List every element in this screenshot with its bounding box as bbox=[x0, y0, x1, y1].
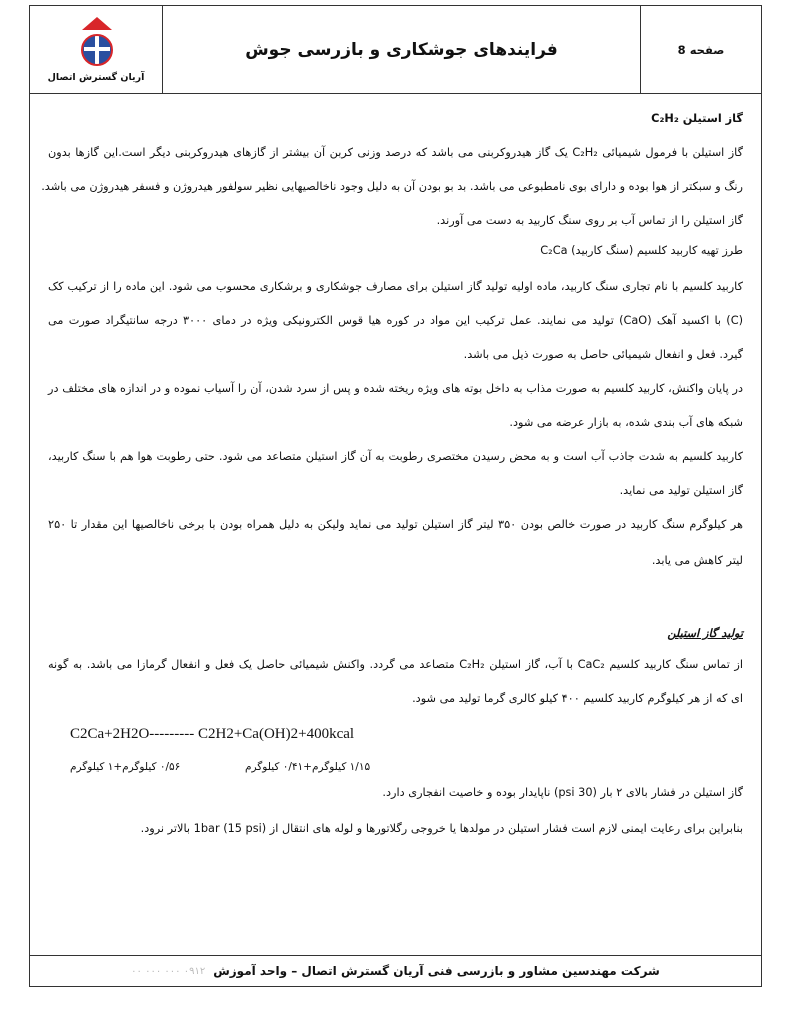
paragraph-line: لیتر کاهش می یابد. bbox=[651, 554, 743, 567]
page-frame bbox=[29, 5, 762, 987]
company-logo-icon bbox=[80, 16, 114, 68]
paragraph-line: کاربید کلسیم با نام تجاری سنگ کاربید، ماده اولیه تولید گاز استیلن برای مصارف جوشکاری و برشکاری محسوب می شود. این ماده را از ترکیب کک bbox=[48, 280, 743, 293]
page-header bbox=[30, 6, 761, 94]
section-heading-acetylene: گاز استیلن C₂H₂ bbox=[651, 112, 743, 125]
paragraph-line: گیرد. فعل و انفعال شیمیائی حاصل به صورت ذیل می باشد. bbox=[463, 348, 743, 361]
paragraph-line: در پایان واکنش، کاربید کلسیم به صورت مذاب به داخل بوته های ویژه ریخته شده و پس از سرد شدن، آن را آسیاب نموده و در اندازه های مختلف در bbox=[48, 382, 743, 395]
paragraph-line: گاز استیلن را از تماس آب بر روی سنگ کاربید به دست می آورند. bbox=[436, 214, 743, 227]
weight-label-left: ۱/۱۵ کیلوگرم+۰/۴۱ کیلوگرم bbox=[245, 761, 371, 773]
paragraph-line: رنگ و سبکتر از هوا بوده و دارای بوی نامطبوعی می باشد. بد بو بودن آن به دلیل وجود ناخالصیهایی نظیر سولفور هیدروژن و فسفر هیدروژن می باشد. bbox=[41, 180, 743, 193]
paragraph-line: هر کیلوگرم سنگ کاربید در صورت خالص بودن ۳۵۰ لیتر گاز استیلن تولید می نماید ولیکن به دلیل همراه بودن با برخی ناخالصیها این مقدار تا ۲۵۰ bbox=[48, 518, 743, 531]
paragraph-line: کاربید کلسیم به شدت جاذب آب است و به محض رسیدن مختصری رطوبت به آن گاز استیلن متصاعد می شود. حتی رطوبت هوا هم با سنگ کاربید، bbox=[48, 450, 743, 463]
logo-cell bbox=[30, 6, 163, 93]
paragraph-line: از تماس سنگ کاربید کلسیم CaC₂ با آب، گاز استیلن C₂H₂ متصاعد می گردد. واکنش شیمیائی حاصل یک فعل و انفعال گرمازا می باشد. به گونه bbox=[48, 658, 743, 671]
page-footer bbox=[30, 955, 761, 986]
section-heading-production: تولید گاز استیلن bbox=[667, 627, 743, 640]
page-number: صفحه 8 bbox=[677, 42, 725, 57]
paragraph-line: بنابراین برای رعایت ایمنی لازم است فشار استیلن در مولدها یا خروجی رگلاتورها و لوله های انتقال از 1bar (15 psi) بالاتر نرود. bbox=[140, 822, 743, 835]
company-name: آریان گسترش اتصال bbox=[47, 72, 145, 83]
footer-text: شرکت مهندسین مشاور و بازرسی فنی آریان گسترش اتصال – واحد آموزش bbox=[213, 964, 660, 978]
document-title: فرایندهای جوشکاری و بازرسی جوش bbox=[163, 6, 641, 93]
paragraph-line: (C) با اکسید آهک (CaO) تولید می نمایند. عمل ترکیب این مواد در کوره هیا قوس الکترونیکی ویژه در دمای ۳۰۰۰ درجه سانتیگراد صورت می bbox=[48, 314, 743, 327]
paragraph-line: گاز استیلن تولید می نماید. bbox=[619, 484, 743, 497]
weight-label-right: ۰/۵۶ کیلوگرم+۱ کیلوگرم bbox=[70, 761, 181, 773]
paragraph-line: گاز استیلن با فرمول شیمیائی C₂H₂ یک گاز هیدروکربنی می باشد که درصد وزنی کربن آن بیشتر از گازهای هیدروکربنی دیگر است.این گازها بدون bbox=[48, 146, 743, 159]
paragraph-line: شبکه های آب بندی شده، به بازار عرضه می شود. bbox=[509, 416, 743, 429]
paragraph-line: ای که از هر کیلوگرم کاربید کلسیم ۴۰۰ کیلو کالری گرما تولید می شود. bbox=[412, 692, 743, 705]
footer-faint-text: ۰۹۱۲ ۰۰۰ ۰۰۰ ۰۰ bbox=[131, 965, 206, 977]
chemical-equation: C2Ca+2H2O--------- C2H2+Ca(OH)2+400kcal bbox=[70, 726, 355, 742]
paragraph-line: گاز استیلن در فشار بالای ۲ بار (30 psi) ناپایدار بوده و خاصیت انفجاری دارد. bbox=[382, 786, 743, 799]
carbide-heading: طرز تهیه کاربید کلسیم (سنگ کاربید) C₂Ca bbox=[540, 244, 743, 257]
